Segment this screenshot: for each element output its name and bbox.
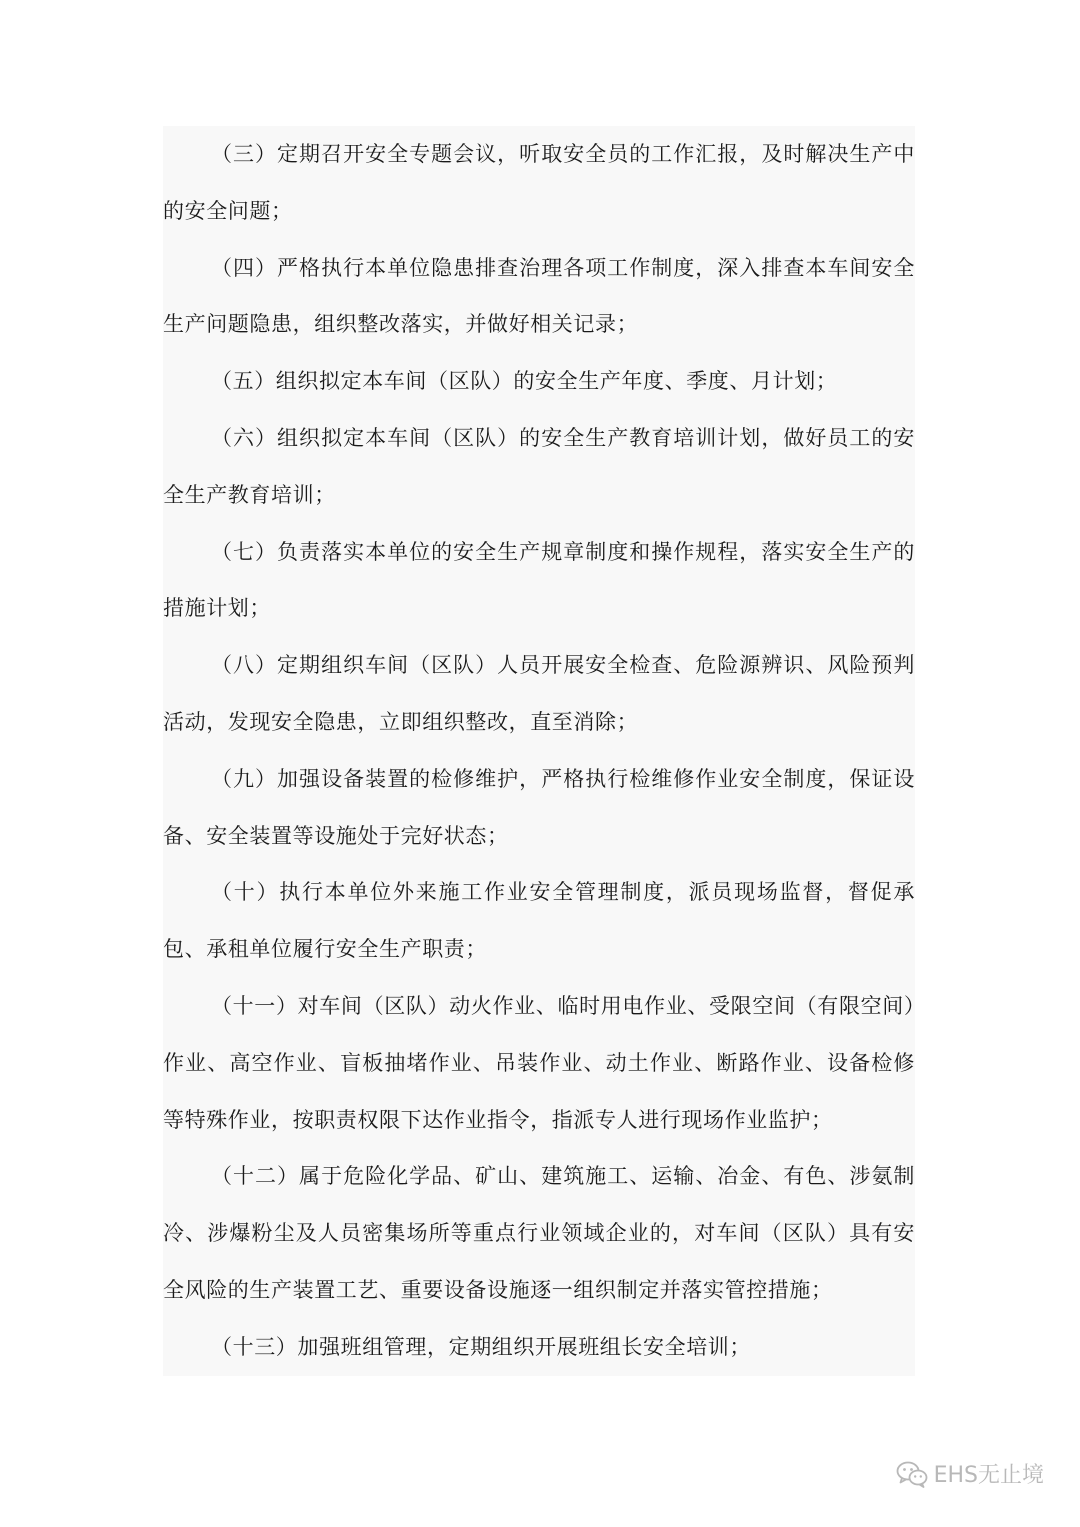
paragraph-4: （四）严格执行本单位隐患排查治理各项工作制度，深入排查本车间安全生产问题隐患，组织整改落实，并做好相关记录；	[163, 255, 915, 337]
paragraph-11: （十一）对车间（区队）动火作业、临时用电作业、受限空间（有限空间）作业、高空作业、盲板抽堵作业、吊装作业、动土作业、断路作业、设备检修等特殊作业，按职责权限下达作业指令，指派专人进行现场作业监护；	[163, 993, 915, 1132]
watermark	[896, 1458, 1044, 1489]
paragraph-9: （九）加强设备装置的检修维护，严格执行检维修作业安全制度，保证设备、安全装置等设施处于完好状态；	[163, 766, 915, 848]
paragraph-10: （十）执行本单位外来施工作业安全管理制度，派员现场监督，督促承包、承租单位履行安全生产职责；	[163, 880, 915, 962]
paragraph-3: （三）定期召开安全专题会议，听取安全员的工作汇报，及时解决生产中的安全问题；	[163, 142, 915, 223]
paragraph-6: （六）组织拟定本车间（区队）的安全生产教育培训计划，做好员工的安全生产教育培训；	[163, 425, 915, 507]
document-body	[163, 126, 915, 1376]
paragraph-5: （五）组织拟定本车间（区队）的安全生产年度、季度、月计划；	[211, 369, 838, 394]
paragraph-7: （七）负责落实本单位的安全生产规章制度和操作规程，落实安全生产的措施计划；	[163, 539, 915, 621]
paragraph-13: （十三）加强班组管理，定期组织开展班组长安全培训；	[211, 1334, 751, 1359]
paragraph-12: （十二）属于危险化学品、矿山、建筑施工、运输、冶金、有色、涉氨制冷、涉爆粉尘及人员密集场所等重点行业领域企业的，对车间（区队）具有安全风险的生产装置工艺、重要设备设施逐一组织制定并落实管控措施；	[163, 1164, 915, 1302]
wechat-icon	[896, 1460, 928, 1488]
paragraph-8: （八）定期组织车间（区队）人员开展安全检查、危险源辨识、风险预判活动，发现安全隐患，立即组织整改，直至消除；	[163, 653, 915, 734]
watermark-text: EHS无止境	[933, 1463, 1044, 1488]
